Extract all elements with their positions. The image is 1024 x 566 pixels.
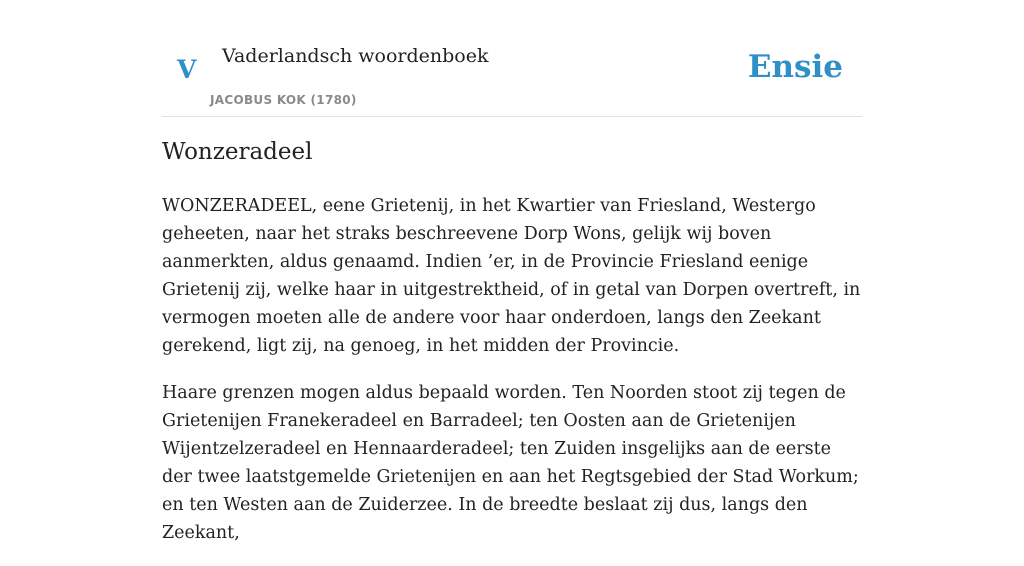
entry-paragraph-2: Haare grenzen mogen aldus bepaald worden. Ten Noorden stoot zij tegen de Grietenijen Franekeradeel en Barradeel; ten Oosten aan de Grietenijen Wijentzelzeradeel en Hennaarderadeel; ten Zuiden insgelijks aan de eerste der twee laatstgemelde Grietenijen en aan het Regtsgebied der Stad Workum; en ten Westen aan de Zuiderzee. In de breedte beslaat zij dus, langs den Zeekant, xyxy=(162,383,859,543)
entry-title: Wonzeradeel xyxy=(162,139,313,165)
entry-content xyxy=(162,192,862,566)
entry-paragraph-1: WONZERADEEL, eene Grietenij, in het Kwartier van Friesland, Westergo geheeten, naar het straks beschreevene Dorp Wons, gelijk wij boven aanmerkten, aldus genaamd. Indien ’er, in de Provincie Friesland eenige Grietenij zij, welke haar in uitgestrektheid, of in getal van Dorpen overtreft, in vermogen moeten alle de andere voor haar onderdoen, langs den Zeekant gerekend, ligt zij, na genoeg, in het midden der Provincie. xyxy=(162,196,861,356)
book-title[interactable]: Vaderlandsch woordenboek xyxy=(222,45,489,67)
ensie-logo[interactable]: Ensie xyxy=(747,49,843,85)
book-header xyxy=(162,0,862,117)
book-author: JACOBUS KOK (1780) xyxy=(210,93,357,107)
book-letter-icon: V xyxy=(177,55,197,84)
